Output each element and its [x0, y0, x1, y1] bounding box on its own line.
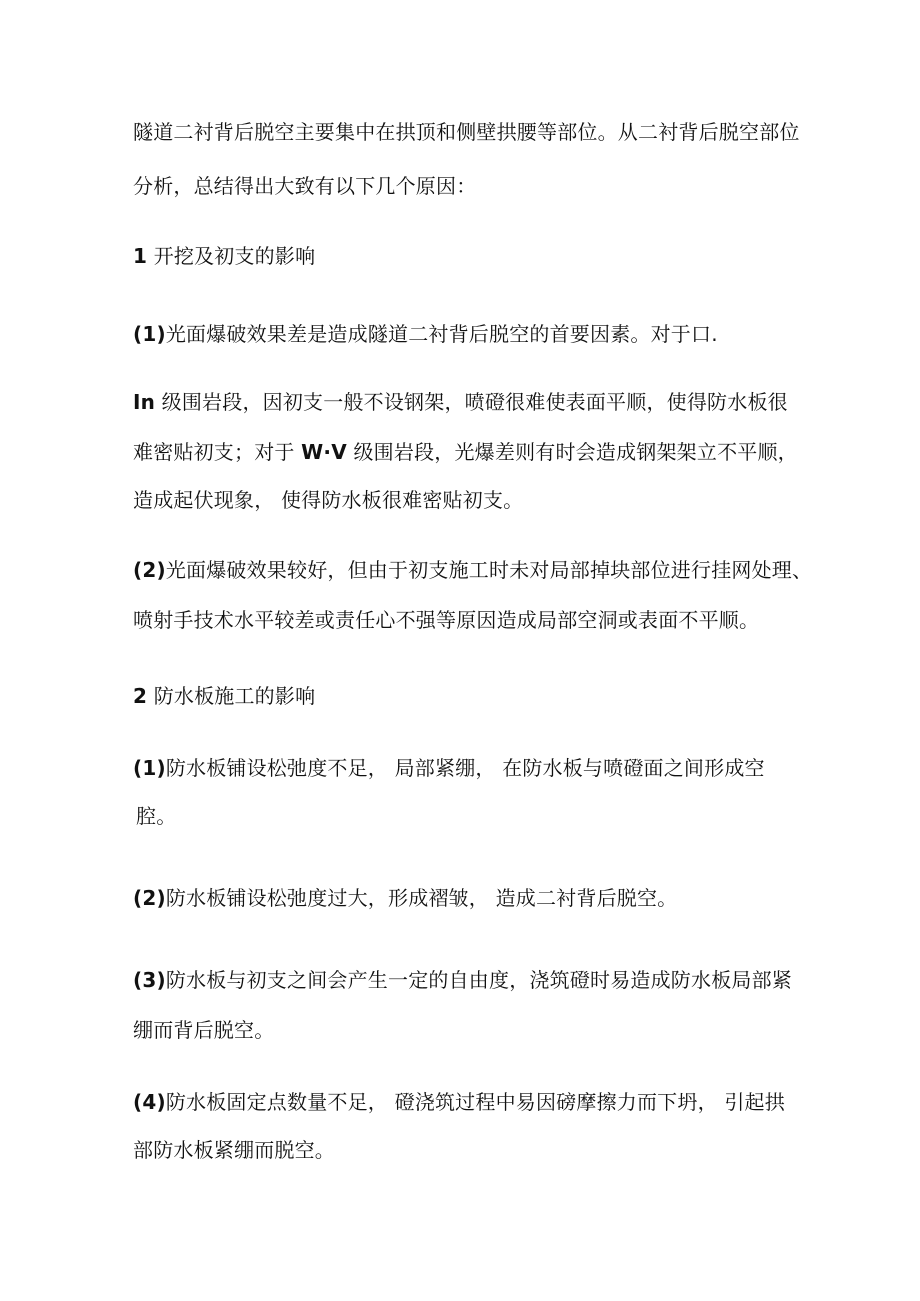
- para-a-line-2: [133, 438, 798, 466]
- section-1-number: 1: [133, 244, 148, 268]
- section-2-item-1-line-2: 腔。: [136, 804, 177, 828]
- section-2-item-3-line-2: 绷而背后脱空。: [133, 1018, 275, 1042]
- item-number: (1): [133, 756, 166, 780]
- item-text: 防水板铺设松弛度不足， 局部紧绷， 在防水板与喷磴面之间形成空: [165, 756, 765, 780]
- section-1-item-2-line-2: 喷射手技术水平较差或责任心不强等原因造成局部空洞或表面不平顺。: [133, 608, 760, 632]
- item-number: (2): [133, 558, 166, 582]
- section-2-item-4-line-1: [133, 1088, 785, 1116]
- item-text: 光面爆破效果较好，但由于初支施工时未对局部掉块部位进行挂网处理、: [165, 558, 813, 582]
- intro-line-1: 隧道二衬背后脱空主要集中在拱顶和侧壁拱腰等部位。从二衬背后脱空部位: [133, 120, 800, 144]
- grade-label: In: [133, 390, 156, 414]
- item-number: (1): [133, 322, 166, 346]
- section-1-item-2-line-1: [133, 556, 812, 584]
- item-number: (3): [133, 968, 166, 992]
- section-2-item-2: [133, 884, 677, 912]
- para-a-text-1: 级围岩段，因初支一般不设钢架，喷磴很难使表面平顺，使得防水板很: [161, 390, 788, 414]
- para-a-text-2a: 难密贴初支；对于: [133, 440, 295, 464]
- intro-line-2: 分析，总结得出大致有以下几个原因：: [133, 174, 477, 198]
- item-number: (2): [133, 886, 166, 910]
- section-1-title: 开挖及初支的影响: [153, 244, 316, 268]
- section-2-item-1-line-1: [133, 754, 765, 782]
- section-2-item-3-line-1: [133, 966, 792, 994]
- para-a-text-2b: 级围岩段，光爆差则有时会造成钢架架立不平顺，: [353, 440, 798, 464]
- grade-label-2: W·V: [301, 440, 347, 464]
- section-2-title: 防水板施工的影响: [153, 684, 316, 708]
- item-number: (4): [133, 1090, 166, 1114]
- item-text: 光面爆破效果差是造成隧道二衬背后脱空的首要因素。对于口.: [165, 322, 718, 346]
- section-2-item-4-line-2: 部防水板紧绷而脱空。: [133, 1138, 335, 1162]
- item-text: 防水板固定点数量不足， 磴浇筑过程中易因磅摩擦力而下坍， 引起拱: [165, 1090, 785, 1114]
- item-text: 防水板与初支之间会产生一定的自由度，浇筑磴时易造成防水板局部紧: [165, 968, 793, 992]
- section-2-heading: [133, 682, 315, 710]
- section-2-number: 2: [133, 684, 148, 708]
- para-a-line-1: [133, 388, 788, 416]
- section-1-item-1: [133, 320, 718, 348]
- para-a-line-3: 造成起伏现象， 使得防水板很难密贴初支。: [133, 488, 524, 512]
- item-text: 防水板铺设松弛度过大，形成褶皱， 造成二衬背后脱空。: [165, 886, 678, 910]
- section-1-heading: [133, 242, 315, 270]
